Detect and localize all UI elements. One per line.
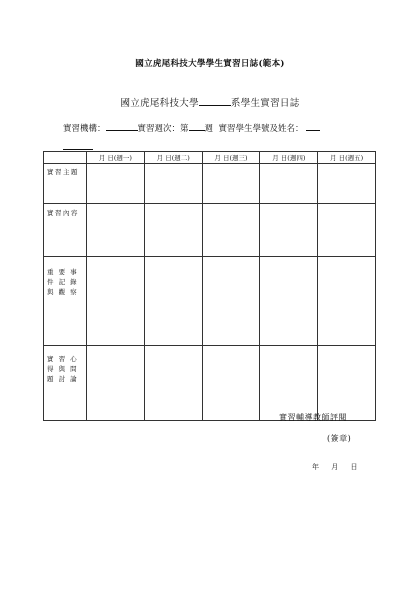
diary-table: [43, 151, 376, 421]
week-suffix: 週: [204, 124, 214, 134]
table-cell[interactable]: [87, 346, 145, 421]
table-row: [44, 257, 376, 346]
student-blank-b[interactable]: [63, 140, 93, 150]
table-cell[interactable]: [202, 204, 260, 257]
table-cell[interactable]: [144, 257, 202, 346]
table-cell[interactable]: [144, 204, 202, 257]
table-cell[interactable]: [202, 346, 260, 421]
table-cell[interactable]: [260, 164, 318, 204]
subtitle-prefix: 國立虎尾科技大學: [120, 98, 199, 109]
table-cell[interactable]: [202, 257, 260, 346]
table-cell[interactable]: [202, 164, 260, 204]
table-cell[interactable]: [318, 164, 376, 204]
row-label-events: 重 要 事件 記 錄與 觀 察: [44, 257, 87, 346]
student-blank-a[interactable]: [306, 121, 320, 131]
header-cell-friday: 月 日(週五): [318, 152, 376, 164]
table-cell[interactable]: [87, 164, 145, 204]
header-cell-monday: 月 日(週一): [87, 152, 145, 164]
row-label-content: 實習內容: [44, 204, 87, 257]
header-cell-wednesday: 月 日(週三): [202, 152, 260, 164]
table-cell[interactable]: [87, 204, 145, 257]
table-cell[interactable]: [318, 204, 376, 257]
row-label-reflection: 實 習 心得 與 問題 討 論: [44, 346, 87, 421]
header-row: [44, 152, 376, 164]
table-cell[interactable]: [260, 204, 318, 257]
table-cell[interactable]: [144, 164, 202, 204]
header-cell-tuesday: 月 日(週二): [144, 152, 202, 164]
date-line: 年 月 日: [312, 463, 358, 471]
info-line: [63, 121, 320, 134]
subtitle-suffix: 系學生實習日誌: [230, 98, 300, 109]
header-cell-thursday: 月 日(週四): [260, 152, 318, 164]
table-cell[interactable]: [144, 346, 202, 421]
table-cell[interactable]: [318, 257, 376, 346]
org-label: 實習機構：: [63, 124, 106, 134]
header-cell-corner: [44, 152, 87, 164]
org-blank[interactable]: [106, 121, 138, 131]
table-row: [44, 164, 376, 204]
department-blank[interactable]: [199, 96, 231, 106]
row-label-topic: 實習主題: [44, 164, 87, 204]
document-title: 國立虎尾科技大學學生實習日誌(範本): [135, 59, 285, 69]
signature-stamp-label: (簽章): [327, 434, 352, 443]
document-subtitle: [0, 95, 420, 109]
week-label: 實習週次：第: [137, 124, 189, 134]
table-cell[interactable]: [87, 257, 145, 346]
table-row: [44, 204, 376, 257]
student-label: 實習學生學號及姓名：: [218, 124, 304, 134]
table-cell[interactable]: [318, 346, 376, 421]
week-blank[interactable]: [189, 121, 205, 131]
table-cell[interactable]: [260, 257, 318, 346]
table-row: [44, 346, 376, 421]
table-cell[interactable]: [260, 346, 318, 421]
advisor-review-label: 實習輔導教師評閱: [279, 413, 347, 422]
